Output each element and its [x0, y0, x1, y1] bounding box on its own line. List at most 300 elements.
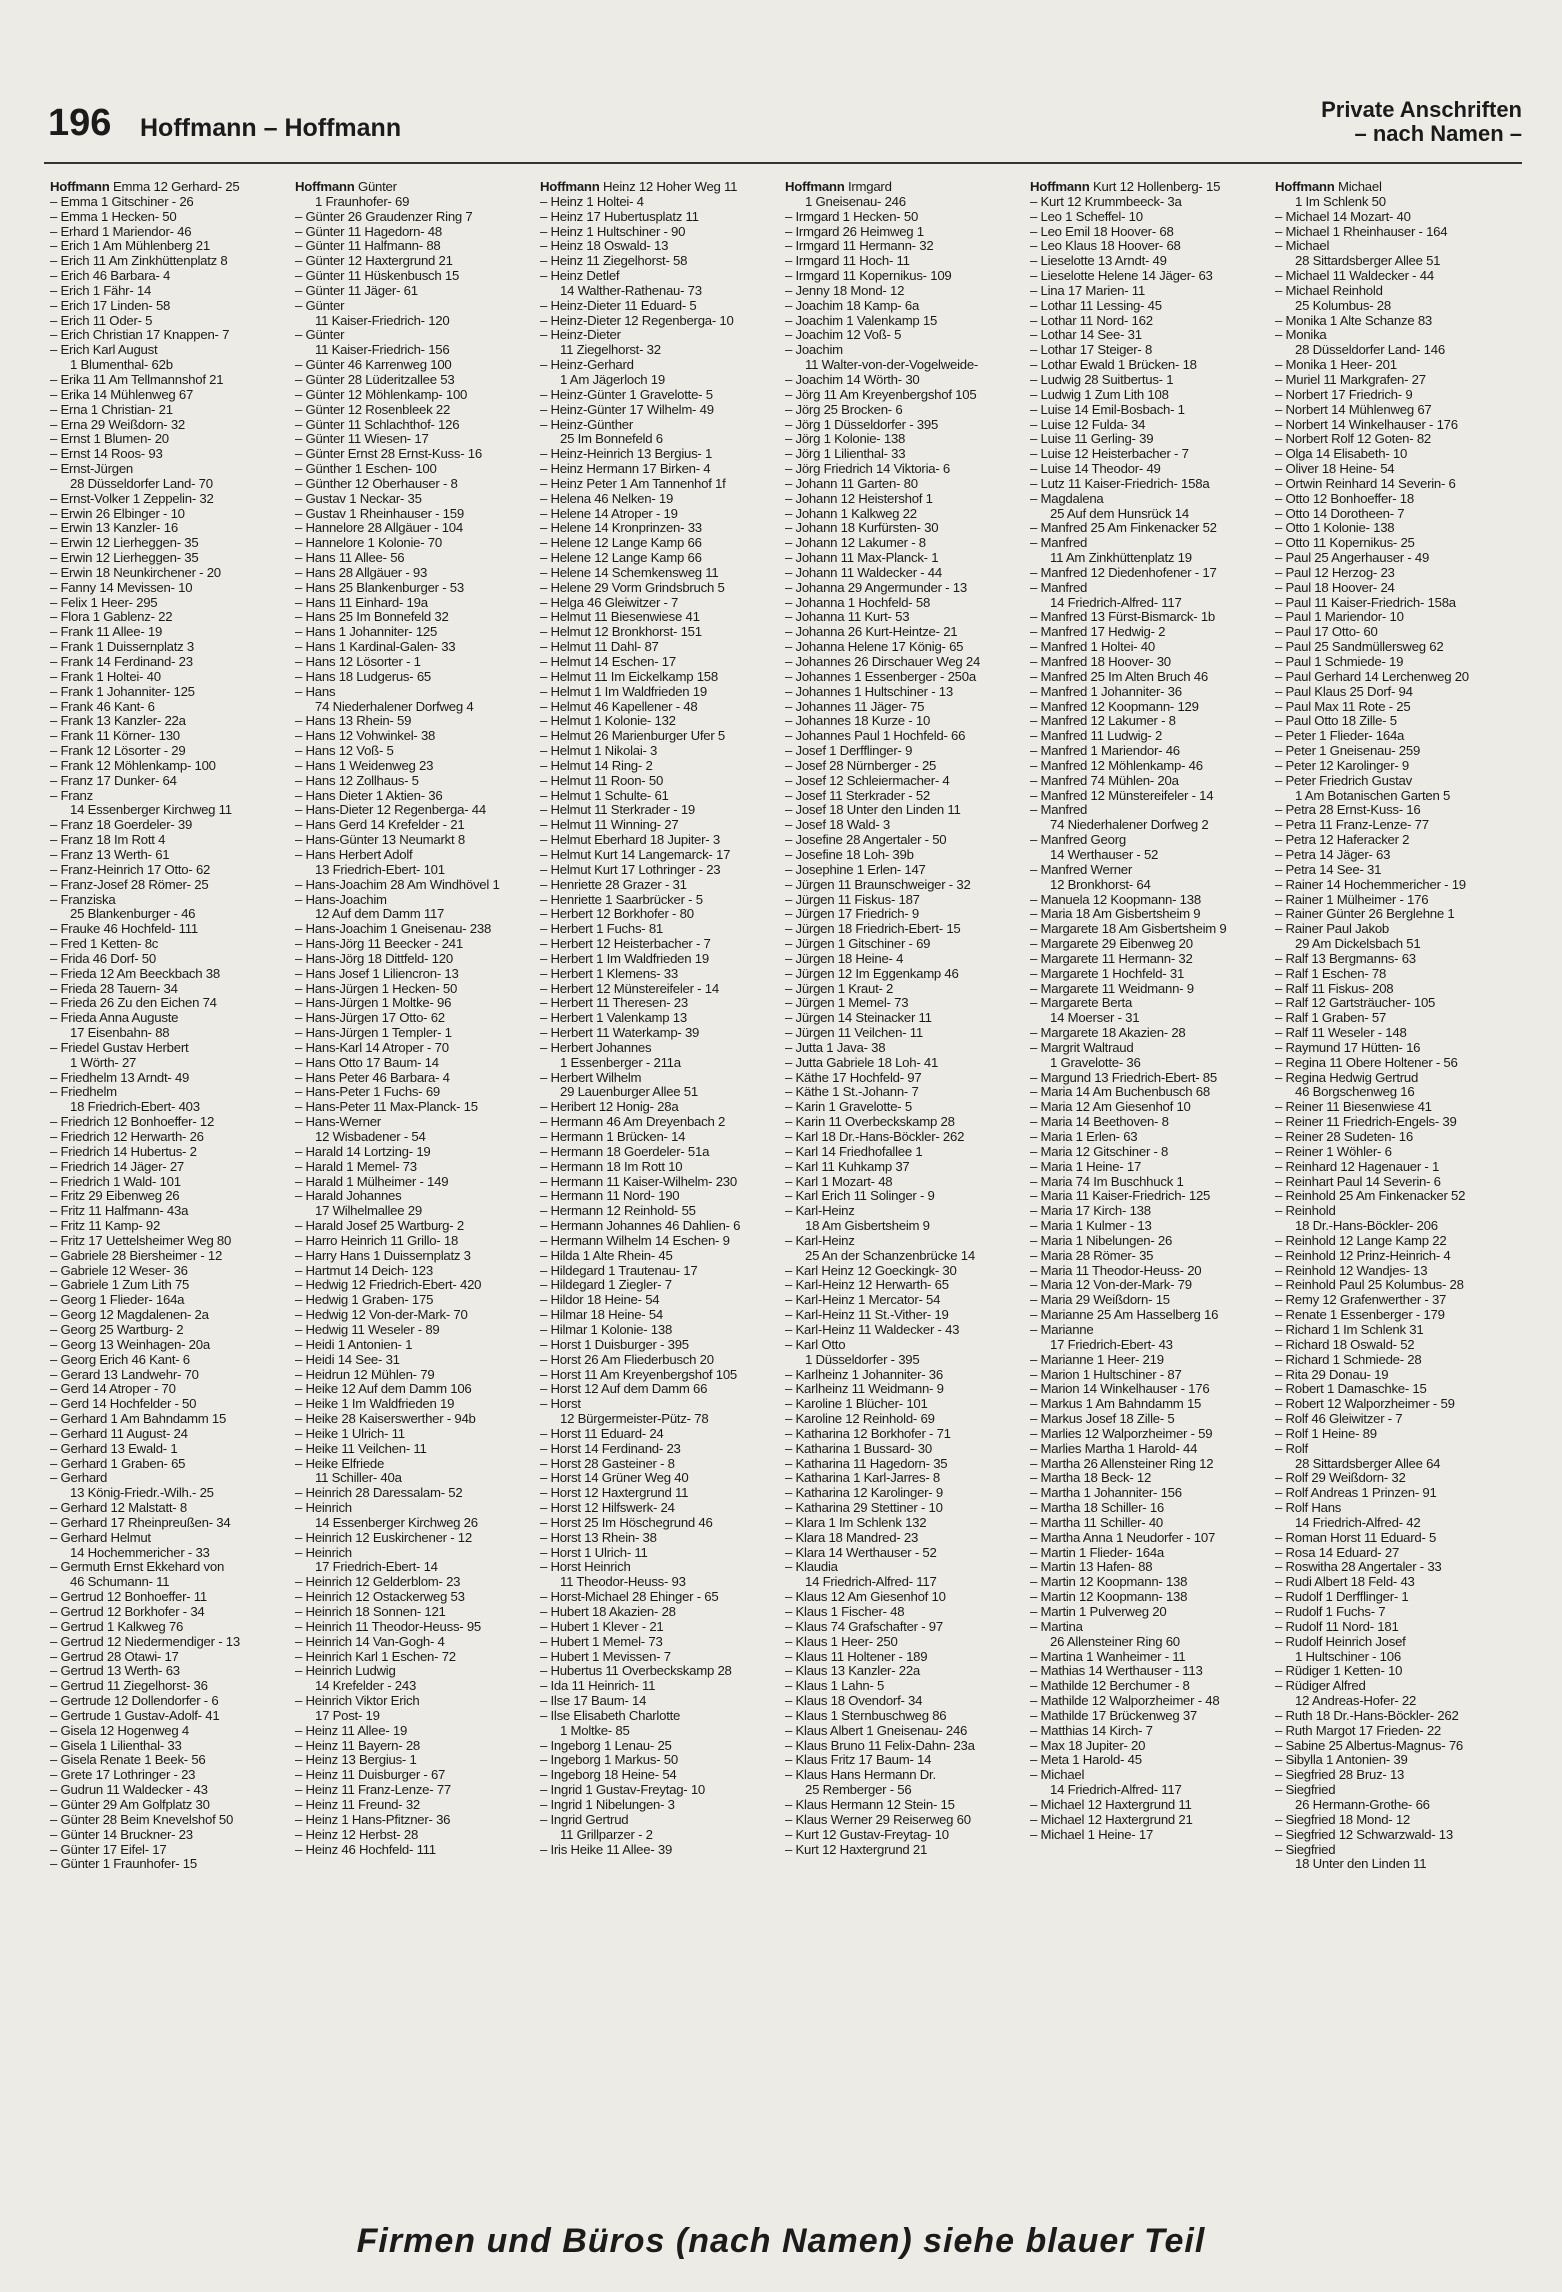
entry-text: – Horst 11 Eduard- 24 — [540, 1425, 664, 1441]
directory-entry — [295, 1471, 540, 1486]
directory-entry — [1275, 1308, 1520, 1323]
entry-text: – Günther 1 Eschen- 100 — [295, 461, 437, 477]
directory-entry — [1030, 1353, 1275, 1368]
entry-text: – Gabriele 12 Weser- 36 — [50, 1262, 188, 1278]
entry-text: – Frank 14 Ferdinand- 23 — [50, 654, 193, 669]
directory-entry — [540, 551, 785, 566]
entry-text: – Heinz 11 Franz-Lenze- 77 — [295, 1782, 451, 1798]
entry-text: – Hermann 11 Kaiser-Wilhelm- 230 — [540, 1173, 737, 1189]
entry-text: – Erna 29 Weißdorn- 32 — [50, 416, 185, 432]
entry-text: – Hildor 18 Heine- 54 — [540, 1292, 660, 1308]
entry-text: – Reinhold — [1275, 1203, 1336, 1219]
directory-entry — [540, 1175, 785, 1190]
entry-text: – Heinz 13 Bergius- 1 — [295, 1752, 417, 1768]
directory-entry — [50, 477, 295, 492]
entry-text: – Maria 17 Kirch- 138 — [1030, 1203, 1151, 1219]
directory-entry — [1275, 1664, 1520, 1679]
entry-text: – Manuela 12 Koopmann- 138 — [1030, 891, 1201, 907]
directory-entry — [785, 937, 1030, 952]
directory-entry — [785, 1071, 1030, 1086]
entry-text: – Karl-Heinz 11 Waldecker - 43 — [785, 1321, 960, 1337]
directory-entry — [295, 1085, 540, 1100]
directory-entry — [540, 1338, 785, 1353]
entry-text: – Richard 1 Im Schlenk 31 — [1275, 1321, 1424, 1337]
directory-entry — [1030, 848, 1275, 863]
entry-text: – Helmut 11 Winning- 27 — [540, 817, 679, 833]
entry-text: – Jörg 25 Brocken- 6 — [785, 401, 903, 417]
directory-entry — [540, 1249, 785, 1264]
entry-text: 12 Bürgermeister-Pütz- 78 — [560, 1411, 709, 1427]
directory-entry — [1275, 700, 1520, 715]
entry-text: – Richard 18 Oswald- 52 — [1275, 1336, 1415, 1352]
entry-text: 14 Friedrich-Alfred- 117 — [805, 1574, 937, 1590]
directory-entry — [295, 670, 540, 685]
entry-text: – Heidi 1 Antonien- 1 — [295, 1336, 413, 1352]
entry-text: – Günter — [295, 297, 345, 313]
directory-entry — [540, 1382, 785, 1397]
directory-entry — [540, 254, 785, 269]
directory-entry — [50, 670, 295, 685]
directory-entry — [785, 1560, 1030, 1575]
directory-entry — [785, 1338, 1030, 1353]
entry-text: – Gisela Renate 1 Beek- 56 — [50, 1752, 206, 1768]
directory-entry — [295, 729, 540, 744]
entry-text: – Ingrid Gertrud — [540, 1811, 629, 1827]
directory-entry — [1030, 1397, 1275, 1412]
entry-text: – Jutta Gabriele 18 Loh- 41 — [785, 1054, 939, 1070]
directory-entry — [540, 477, 785, 492]
directory-entry — [295, 640, 540, 655]
entry-text: – Heinz 11 Bayern- 28 — [295, 1737, 420, 1753]
entry-text: – Frida 46 Dorf- 50 — [50, 950, 156, 966]
entry-text: – Petra 14 Jäger- 63 — [1275, 846, 1391, 862]
entry-text: – Jürgen 12 Im Eggenkamp 46 — [785, 965, 959, 981]
directory-entry — [540, 922, 785, 937]
entry-text: – Maria 1 Kulmer - 13 — [1030, 1218, 1152, 1234]
entry-text: – Ortwin Reinhard 14 Severin- 6 — [1275, 475, 1456, 491]
directory-entry — [50, 1145, 295, 1160]
entry-text: – Paul 11 Kaiser-Friedrich- 158a — [1275, 594, 1456, 610]
entry-text: 25 Auf dem Hunsrück 14 — [1050, 505, 1189, 521]
directory-entry — [1275, 1857, 1520, 1872]
directory-entry — [1275, 388, 1520, 403]
entry-text: – Otto 14 Dorotheen- 7 — [1275, 505, 1405, 521]
directory-entry — [50, 1546, 295, 1561]
directory-entry — [50, 1828, 295, 1843]
directory-entry — [1030, 670, 1275, 685]
directory-entry — [50, 180, 295, 195]
entry-text: 28 Düsseldorfer Land- 70 — [70, 475, 213, 491]
directory-entry — [295, 1724, 540, 1739]
directory-entry — [785, 1798, 1030, 1813]
directory-entry — [50, 1798, 295, 1813]
directory-entry — [540, 358, 785, 373]
entry-text: – Hans-Jörg 11 Beecker - 241 — [295, 936, 463, 952]
entry-text: – Joachim 1 Valenkamp 15 — [785, 312, 938, 328]
entry-text: – Gertrud 28 Otawi- 17 — [50, 1648, 179, 1664]
directory-entry — [50, 1442, 295, 1457]
entry-text: – Otto 1 Kolonie- 138 — [1275, 520, 1395, 536]
entry-text: – Hartmut 14 Deich- 123 — [295, 1262, 433, 1278]
directory-entry — [295, 685, 540, 700]
directory-entry — [1275, 581, 1520, 596]
entry-text: – Paul 1 Mariendor- 10 — [1275, 609, 1404, 625]
directory-entry — [295, 314, 540, 329]
entry-text: – Paul Otto 18 Zille- 5 — [1275, 713, 1397, 729]
directory-entry — [50, 1382, 295, 1397]
entry-text: – Manfred 1 Mariendor- 46 — [1030, 743, 1180, 759]
entry-text: – Hans Otto 17 Baum- 14 — [295, 1054, 439, 1070]
directory-entry — [50, 1264, 295, 1279]
entry-text: – Marlies Martha 1 Harold- 44 — [1030, 1440, 1198, 1456]
entry-text: – Norbert 14 Mühlenweg 67 — [1275, 401, 1432, 417]
entry-text: – Reinhold 25 Am Finkenacker 52 — [1275, 1188, 1466, 1204]
entry-text: – Josefine 18 Loh- 39b — [785, 846, 914, 862]
entry-text: 14 Werthauser - 52 — [1050, 846, 1159, 862]
directory-entry — [1030, 1323, 1275, 1338]
directory-entry — [785, 581, 1030, 596]
directory-entry — [540, 1768, 785, 1783]
entry-text: – Rita 29 Donau- 19 — [1275, 1366, 1389, 1382]
entry-text: – Georg 12 Magdalenen- 2a — [50, 1307, 209, 1323]
entry-text: – Friedrich 1 Wald- 101 — [50, 1173, 181, 1189]
entry-text: – Heinrich 12 Euskirchener - 12 — [295, 1529, 472, 1545]
directory-entry — [1275, 299, 1520, 314]
directory-entry — [50, 1768, 295, 1783]
entry-text: – Heinz-Günter 1 Gravelotte- 5 — [540, 386, 713, 402]
directory-entry — [540, 1160, 785, 1175]
entry-text: – Günter 26 Graudenzer Ring 7 — [295, 208, 473, 224]
directory-entry — [785, 536, 1030, 551]
entry-text: – Franz 18 Im Rott 4 — [50, 832, 166, 848]
directory-entry — [785, 314, 1030, 329]
entry-text: – Ingeborg 1 Markus- 50 — [540, 1752, 678, 1768]
directory-entry — [540, 937, 785, 952]
directory-entry — [1275, 818, 1520, 833]
directory-entry — [785, 685, 1030, 700]
directory-entry — [1275, 610, 1520, 625]
entry-text: – Erich Karl August — [50, 342, 158, 358]
entry-text: – Hans 1 Johanniter- 125 — [295, 624, 438, 640]
directory-entry — [1030, 1308, 1275, 1323]
entry-text: – Petra 14 See- 31 — [1275, 861, 1382, 877]
entry-text: – Helmut 1 Schulte- 61 — [540, 787, 669, 803]
directory-entry — [785, 1175, 1030, 1190]
entry-text: – Hans-Jürgen 17 Otto- 62 — [295, 1010, 445, 1026]
directory-entry — [295, 1664, 540, 1679]
entry-text: – Frieda 28 Tauern- 34 — [50, 980, 178, 996]
entry-text: – Michael 11 Waldecker - 44 — [1275, 268, 1434, 284]
directory-entry — [1030, 1204, 1275, 1219]
entry-text: – Michael Reinhold — [1275, 282, 1383, 298]
directory-entry — [295, 566, 540, 581]
entry-text: – Jörg 11 Am Kreyenbergshof 105 — [785, 386, 977, 402]
entry-text: – Lothar 11 Nord- 162 — [1030, 312, 1153, 328]
entry-text: – Friedhelm 13 Arndt- 49 — [50, 1069, 190, 1085]
directory-entry — [1275, 996, 1520, 1011]
entry-text: – Helmut 14 Ring- 2 — [540, 757, 653, 773]
entry-text: – Helene 12 Lange Kamp 66 — [540, 550, 702, 566]
directory-entry — [1275, 1813, 1520, 1828]
directory-entry — [1275, 1739, 1520, 1754]
entry-text: – Hans-Jürgen 1 Hecken- 50 — [295, 980, 458, 996]
entry-text: – Rainer 14 Hochemmericher - 19 — [1275, 876, 1466, 892]
directory-entry — [295, 1011, 540, 1026]
directory-entry — [785, 1323, 1030, 1338]
entry-text: 1 Am Botanischen Garten 5 — [1295, 787, 1451, 803]
directory-entry — [785, 1531, 1030, 1546]
entry-text: – Hans-Dieter 12 Regenberga- 44 — [295, 802, 486, 818]
entry-text: – Johanna 29 Angermunder - 13 — [785, 579, 967, 595]
entry-text: – Friedrich 12 Herwarth- 26 — [50, 1129, 204, 1144]
entry-text: – Fritz 11 Kamp- 92 — [50, 1218, 161, 1234]
entry-text: – Reiner 11 Biesenwiese 41 — [1275, 1099, 1432, 1115]
directory-entry — [50, 1501, 295, 1516]
entry-text: – Leo 1 Scheffel- 10 — [1030, 208, 1143, 224]
entry-text: – Rosa 14 Eduard- 27 — [1275, 1544, 1400, 1560]
directory-entry — [540, 818, 785, 833]
entry-text: – Hedwig 1 Graben- 175 — [295, 1292, 434, 1308]
directory-entry — [1030, 225, 1275, 240]
directory-entry — [1030, 1442, 1275, 1457]
directory-entry — [1030, 952, 1275, 967]
directory-entry — [50, 1056, 295, 1071]
directory-entry — [540, 1412, 785, 1427]
entry-text: – Josefine 28 Angertaler - 50 — [785, 832, 947, 848]
entry-text: – Maria 12 Am Giesenhof 10 — [1030, 1099, 1191, 1115]
entry-text: – Günter 12 Möhlenkamp- 100 — [295, 386, 468, 402]
entry-text: – Marlies 12 Walporzheimer - 59 — [1030, 1425, 1213, 1441]
entry-text: – Jürgen 11 Veilchen- 11 — [785, 1025, 923, 1041]
directory-entry — [540, 343, 785, 358]
entry-text: – Erich 1 Am Mühlenberg 21 — [50, 238, 210, 254]
entry-text: – Klaus 18 Ovendorf- 34 — [785, 1693, 923, 1709]
entry-text: – Reinhold 12 Wandjes- 13 — [1275, 1262, 1428, 1278]
directory-entry — [540, 685, 785, 700]
entry-text: – Katharina 11 Hagedorn- 35 — [785, 1455, 948, 1471]
entry-text: – Herbert 1 Valenkamp 13 — [540, 1010, 687, 1026]
directory-entry — [785, 1234, 1030, 1249]
directory-entry — [1030, 1679, 1275, 1694]
directory-entry — [50, 878, 295, 893]
directory-entry — [295, 1145, 540, 1160]
entry-text: – Hans 12 Zollhaus- 5 — [295, 772, 419, 788]
entry-text: – Ilse 17 Baum- 14 — [540, 1693, 647, 1709]
entry-text: – Manfred 17 Hedwig- 2 — [1030, 624, 1166, 640]
directory-entry — [1030, 521, 1275, 536]
directory-entry — [785, 180, 1030, 195]
directory-entry — [1275, 1560, 1520, 1575]
directory-entry — [295, 477, 540, 492]
directory-entry — [1030, 1071, 1275, 1086]
entry-text: – Franz-Josef 28 Römer- 25 — [50, 876, 209, 892]
directory-entry — [785, 225, 1030, 240]
entry-text: – Magdalena — [1030, 490, 1104, 506]
directory-entry — [1275, 759, 1520, 774]
entry-text: – Joachim 18 Kamp- 6a — [785, 297, 920, 313]
entry-text: – Luise 11 Gerling- 39 — [1030, 431, 1154, 447]
entry-text: – Gertrud 11 Ziegelhorst- 36 — [50, 1678, 208, 1694]
directory-entry — [1030, 1234, 1275, 1249]
directory-entry — [785, 1382, 1030, 1397]
directory-entry — [295, 1486, 540, 1501]
directory-entry — [540, 1234, 785, 1249]
directory-entry — [1275, 833, 1520, 848]
entry-text: – Hans 25 Im Bonnefeld 32 — [295, 609, 449, 625]
entry-text: 1 Moltke- 85 — [560, 1722, 630, 1738]
entry-text: – Karl 1 Mozart- 48 — [785, 1173, 893, 1189]
entry-text: – Meta 1 Harold- 45 — [1030, 1752, 1142, 1768]
entry-text: – Jörg 1 Düsseldorfer - 395 — [785, 416, 939, 432]
entry-text: – Jürgen 11 Fiskus- 187 — [785, 891, 920, 907]
entry-text: – Martha 18 Beck- 12 — [1030, 1470, 1152, 1486]
directory-entry — [1030, 403, 1275, 418]
entry-text: – Gabriele 28 Biersheimer - 12 — [50, 1247, 223, 1263]
directory-entry — [785, 1085, 1030, 1100]
directory-entry — [540, 1560, 785, 1575]
entry-text: 11 Ziegelhorst- 32 — [560, 342, 661, 358]
directory-entry — [540, 803, 785, 818]
entry-text: – Hildegard 1 Trautenau- 17 — [540, 1262, 698, 1278]
entry-text: – Johanna Helene 17 König- 65 — [785, 639, 964, 655]
directory-entry — [295, 1739, 540, 1754]
directory-entry — [1275, 269, 1520, 284]
entry-text: – Helga 46 Gleiwitzer - 7 — [540, 594, 679, 610]
directory-entry — [1275, 1516, 1520, 1531]
directory-entry — [1030, 1724, 1275, 1739]
directory-entry — [1030, 1368, 1275, 1383]
entry-text: – Johannes 1 Essenberger - 250a — [785, 668, 976, 684]
directory-entry — [1030, 343, 1275, 358]
entry-text: – Johannes 26 Dirschauer Weg 24 — [785, 654, 981, 669]
entry-text: 25 Blankenburger - 46 — [70, 906, 196, 922]
directory-entry — [540, 462, 785, 477]
directory-entry — [785, 1694, 1030, 1709]
directory-entry — [295, 1308, 540, 1323]
directory-entry — [1030, 388, 1275, 403]
entry-text: – Monika 1 Alte Schanze 83 — [1275, 312, 1432, 328]
directory-entry — [1275, 284, 1520, 299]
entry-text: – Margarete 18 Akazien- 28 — [1030, 1025, 1186, 1041]
directory-entry — [50, 759, 295, 774]
directory-entry — [540, 388, 785, 403]
entry-text: – Friedrich 14 Jäger- 27 — [50, 1158, 185, 1174]
directory-entry — [1275, 1175, 1520, 1190]
directory-entry — [1275, 507, 1520, 522]
entry-text: – Heinrich Karl 1 Eschen- 72 — [295, 1648, 456, 1664]
directory-entry — [1275, 1679, 1520, 1694]
directory-entry — [1275, 1397, 1520, 1412]
directory-entry — [785, 1189, 1030, 1204]
entry-text: – Manfred 12 Münstereifeler - 14 — [1030, 787, 1214, 803]
entry-text: – Klaus 74 Grafschafter - 97 — [785, 1618, 943, 1634]
entry-text: – Manfred — [1030, 579, 1088, 595]
entry-text: – Georg Erich 46 Kant- 6 — [50, 1351, 190, 1367]
directory-entry — [1275, 1442, 1520, 1457]
entry-text: – Manfred Werner — [1030, 861, 1133, 877]
entry-text: – Ralf 11 Fiskus- 208 — [1275, 980, 1394, 996]
entry-text: – Margarete 1 Hochfeld- 31 — [1030, 965, 1185, 981]
entry-text: 11 Walter-von-der-Vogelweide- — [805, 357, 979, 373]
directory-entry — [1030, 1828, 1275, 1843]
entry-text: – Heinz-Dieter — [540, 327, 621, 343]
entry-text: 13 König-Friedr.-Wilh.- 25 — [70, 1485, 214, 1501]
directory-entry — [295, 714, 540, 729]
entry-text: – Roswitha 28 Angertaler - 33 — [1275, 1559, 1442, 1575]
directory-entry — [785, 1412, 1030, 1427]
directory-entry — [1030, 714, 1275, 729]
directory-entry — [1275, 1264, 1520, 1279]
directory-entry — [1275, 403, 1520, 418]
entry-text: 1 Im Schlenk 50 — [1295, 193, 1386, 209]
directory-entry — [1275, 744, 1520, 759]
entry-text: – Martin 13 Hafen- 88 — [1030, 1559, 1153, 1575]
entry-text: – Robert 12 Walporzheimer - 59 — [1275, 1396, 1455, 1412]
entry-text: – Heinz-Heinrich 13 Bergius- 1 — [540, 446, 713, 462]
entry-text: – Hubert 1 Klever - 21 — [540, 1618, 664, 1634]
entry-text: – Ida 11 Heinrich- 11 — [540, 1678, 656, 1694]
entry-text: – Hedwig 11 Weseler - 89 — [295, 1321, 440, 1337]
directory-entry — [540, 269, 785, 284]
entry-text: – Herbert 11 Waterkamp- 39 — [540, 1025, 700, 1041]
entry-text: – Heribert 12 Honig- 28a — [540, 1099, 679, 1115]
entry-text: 1 Fraunhofer- 69 — [315, 193, 410, 209]
directory-entry — [785, 1516, 1030, 1531]
directory-entry — [1030, 774, 1275, 789]
entry-text: – Gerd 14 Hochfelder - 50 — [50, 1396, 197, 1412]
directory-entry — [1275, 462, 1520, 477]
directory-entry — [50, 1115, 295, 1130]
entry-text: – Luise 14 Theodor- 49 — [1030, 461, 1161, 477]
directory-entry — [785, 1783, 1030, 1798]
directory-entry — [50, 1560, 295, 1575]
entry-text: – Heinrich — [295, 1544, 352, 1560]
page-header — [40, 92, 1522, 154]
directory-entry — [50, 1041, 295, 1056]
entry-text: – Josef 18 Unter den Linden 11 — [785, 802, 961, 818]
directory-entry — [1275, 1056, 1520, 1071]
entry-text: – Georg 1 Flieder- 164a — [50, 1292, 185, 1308]
entry-text: – Paul Klaus 25 Dorf- 94 — [1275, 683, 1413, 699]
entry-text: – Klaus 13 Kanzler- 22a — [785, 1663, 921, 1679]
directory-entry — [785, 1620, 1030, 1635]
directory-entry — [785, 388, 1030, 403]
directory-entry — [540, 1501, 785, 1516]
directory-entry — [1275, 893, 1520, 908]
directory-entry — [50, 1694, 295, 1709]
entry-text: – Rudolf Heinrich Josef — [1275, 1633, 1406, 1649]
directory-entry — [1030, 581, 1275, 596]
directory-entry — [785, 1115, 1030, 1130]
directory-entry — [785, 1843, 1030, 1858]
directory-entry — [1275, 803, 1520, 818]
entry-text: – Karl 14 Friedhofallee 1 — [785, 1143, 923, 1159]
directory-entry — [295, 536, 540, 551]
entry-text: – Lieselotte Helene 14 Jäger- 63 — [1030, 268, 1213, 284]
directory-entry — [540, 596, 785, 611]
entry-text: – Hans 18 Ludgerus- 65 — [295, 668, 431, 684]
entry-text: – Josef 28 Nürnberger - 25 — [785, 757, 937, 773]
entry-text: – Maria 11 Kaiser-Friedrich- 125 — [1030, 1188, 1211, 1204]
entry-text: 25 Remberger - 56 — [805, 1782, 912, 1798]
entry-text: – Gerhard 1 Am Bahndamm 15 — [50, 1411, 227, 1427]
entry-text: 74 Niederhalener Dorfweg 4 — [315, 698, 474, 714]
directory-entry — [295, 299, 540, 314]
entry-text: – Remy 12 Grafenwerther - 37 — [1275, 1292, 1447, 1308]
entry-text: 14 Friedrich-Alfred- 42 — [1295, 1514, 1421, 1530]
directory-entry — [50, 551, 295, 566]
entry-text: – Heinz-Günther — [540, 416, 634, 432]
